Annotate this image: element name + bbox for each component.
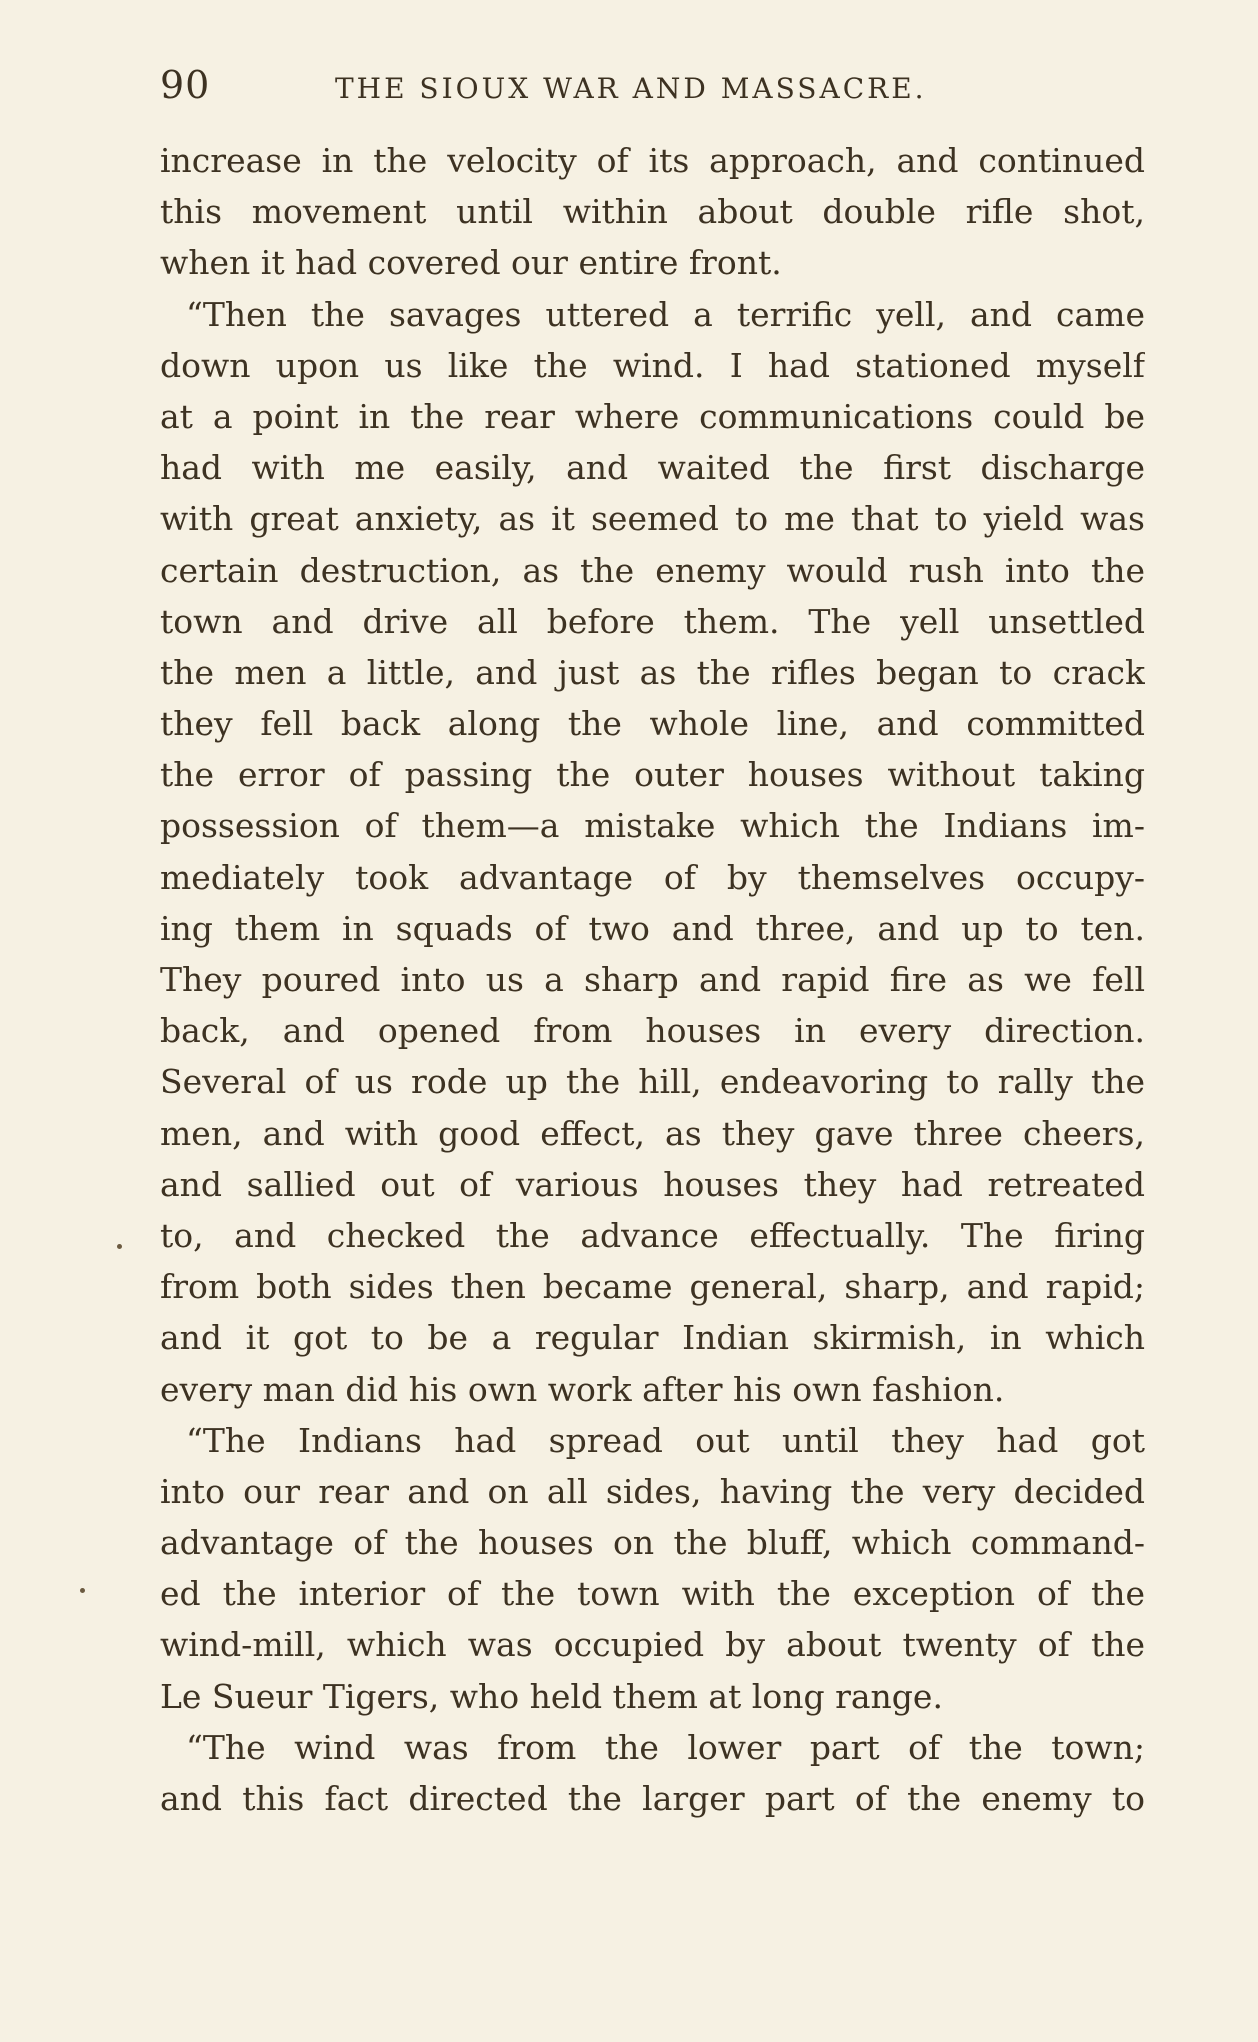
paper-speck	[80, 1588, 85, 1593]
text-line: “Then the savages uttered a terrific yell, and came	[186, 294, 1145, 334]
text-line: certain destruction, as the enemy would rush into the	[160, 550, 1145, 590]
text-line: and it got to be a regular Indian skirmish, in which	[160, 1318, 1145, 1358]
text-line: ed the interior of the town with the exception of the	[160, 1574, 1145, 1614]
text-line: mediately took advantage of by themselves occupy-	[160, 857, 1145, 897]
text-line: possession of them—a mistake which the Indians im-	[160, 806, 1145, 846]
text-line: down upon us like the wind. I had stationed myself	[160, 345, 1145, 385]
text-line: Several of us rode up the hill, endeavoring to rally the	[160, 1062, 1145, 1102]
text-line: every man did his own work after his own fashion.	[160, 1369, 1005, 1409]
body-text	[160, 135, 1145, 1824]
text-line: with great anxiety, as it seemed to me that to yield was	[160, 499, 1145, 539]
text-line: they fell back along the whole line, and committed	[160, 704, 1145, 744]
text-line: increase in the velocity of its approach, and continued	[160, 141, 1145, 180]
text-line: town and drive all before them. The yell unsettled	[160, 601, 1145, 641]
text-line: from both sides then became general, sharp, and rapid;	[160, 1267, 1145, 1307]
page-header	[160, 60, 1145, 110]
text-line: wind-mill, which was occupied by about twenty of the	[160, 1625, 1145, 1665]
text-line: Le Sueur Tigers, who held them at long range.	[160, 1676, 943, 1716]
page-number: 90	[160, 63, 211, 107]
paper-speck	[117, 1244, 122, 1249]
text-line: the men a little, and just as the rifles began to crack	[160, 652, 1145, 692]
text-line: the error of passing the outer houses without taking	[160, 755, 1145, 795]
text-line: this movement until within about double rifle shot,	[160, 192, 1145, 232]
text-line: ing them in squads of two and three, and up to ten.	[160, 908, 1145, 948]
text-line: when it had covered our entire front.	[160, 243, 782, 283]
text-line: to, and checked the advance effectually. The firing	[160, 1215, 1145, 1255]
text-line: They poured into us a sharp and rapid fire as we fell	[160, 960, 1145, 999]
text-line: advantage of the houses on the bluff, which command-	[160, 1523, 1145, 1563]
text-line: back, and opened from houses in every direction.	[160, 1011, 1145, 1051]
text-line: “The Indians had spread out until they had got	[186, 1420, 1145, 1460]
text-line: “The wind was from the lower part of the town;	[186, 1727, 1145, 1767]
text-line: and sallied out of various houses they had retreated	[160, 1164, 1145, 1204]
running-title: THE SIOUX WAR AND MASSACRE.	[335, 72, 927, 105]
text-line: had with me easily, and waited the first discharge	[160, 448, 1145, 488]
text-line: and this fact directed the larger part of the enemy to	[160, 1779, 1145, 1818]
text-line: men, and with good effect, as they gave three cheers,	[160, 1113, 1145, 1153]
text-line: at a point in the rear where communications could be	[160, 396, 1145, 436]
text-line: into our rear and on all sides, having the very decided	[160, 1471, 1145, 1511]
